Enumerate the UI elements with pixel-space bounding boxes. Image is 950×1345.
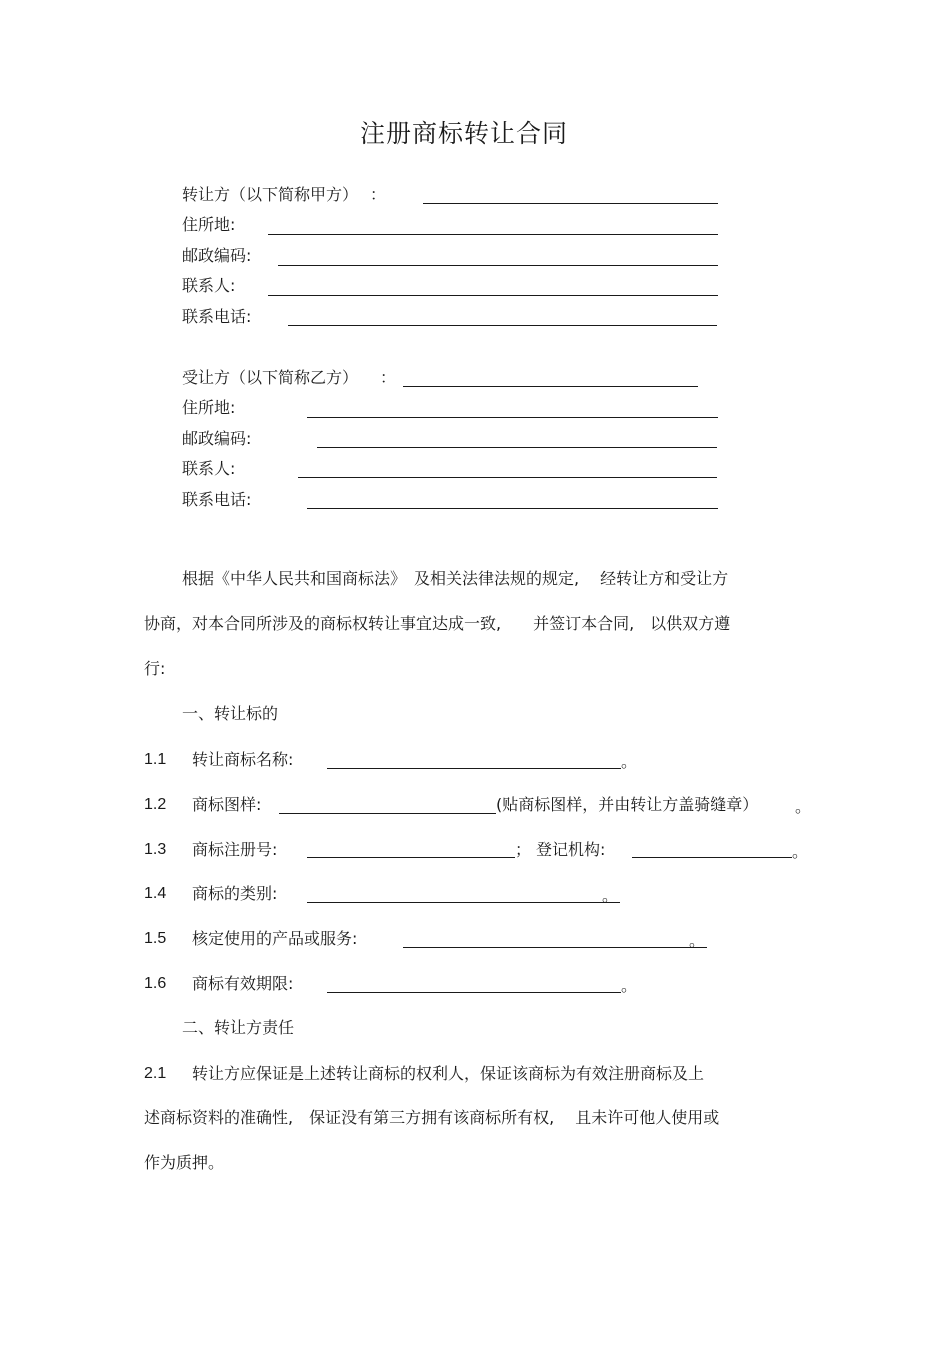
item-label: 商标注册号: [192, 840, 278, 859]
validity-period-line[interactable] [327, 992, 621, 993]
item-end-mark: 。 [792, 842, 809, 861]
transferee-phone-label: 联系电话: [182, 490, 252, 509]
registration-authority-line[interactable] [632, 857, 792, 858]
clause-line-3: 作为质押。 [144, 1153, 225, 1172]
transferee-heading: 受让方（以下简称乙方） [182, 368, 359, 387]
transferor-address-line[interactable] [268, 234, 718, 235]
item-end-mark: 。 [689, 931, 706, 950]
preamble-line-3: 行: [144, 659, 166, 678]
transferee-postcode-line[interactable] [317, 447, 717, 448]
transferee-colon: ： [380, 368, 397, 387]
transferee-name-line[interactable] [403, 386, 698, 387]
item-label: 核定使用的产品或服务: [192, 929, 358, 948]
transferor-address-label: 住所地: [182, 215, 236, 234]
section-1-heading: 一、转让标的 [182, 704, 279, 723]
clause-number: 2.1 [144, 1065, 167, 1082]
transferor-heading: 转让方（以下简称甲方） [182, 185, 359, 204]
transferee-postcode-label: 邮政编码: [182, 429, 252, 448]
item-separator: ； [515, 840, 532, 859]
transferor-postcode-label: 邮政编码: [182, 246, 252, 265]
item-number: 1.6 [144, 975, 167, 992]
approved-products-line[interactable] [403, 947, 707, 948]
transferor-phone-label: 联系电话: [182, 307, 252, 326]
preamble-line-2: 协商，对本合同所涉及的商标权转让事宜达成一致, 并签订本合同, 以供双方遵 [144, 614, 731, 633]
item-note: (贴商标图样，并由转让方盖骑缝章） [496, 795, 759, 814]
clause-line-1: 转让方应保证是上述转让商标的权利人，保证该商标为有效注册商标及上 [192, 1064, 705, 1083]
document-title: 注册商标转让合同 [360, 119, 569, 148]
transferee-address-line[interactable] [307, 417, 718, 418]
trademark-image-line[interactable] [279, 813, 496, 814]
item-label: 转让商标名称: [192, 750, 294, 769]
item-end-mark: 。 [621, 976, 638, 995]
trademark-class-line[interactable] [307, 902, 620, 903]
item-label-2: 登记机构: [536, 840, 606, 859]
transferee-contact-line[interactable] [298, 477, 717, 478]
transferee-address-label: 住所地: [182, 398, 236, 417]
transferee-contact-label: 联系人: [182, 459, 236, 478]
item-end-mark: 。 [602, 886, 619, 905]
transferor-phone-line[interactable] [288, 325, 717, 326]
transferor-contact-label: 联系人: [182, 276, 236, 295]
item-number: 1.1 [144, 751, 167, 768]
item-number: 1.2 [144, 796, 167, 813]
transferor-name-line[interactable] [423, 203, 718, 204]
item-label: 商标图样: [192, 795, 262, 814]
item-label: 商标的类别: [192, 884, 278, 903]
transferor-colon: ： [370, 185, 387, 204]
item-number: 1.4 [144, 885, 167, 902]
registration-number-line[interactable] [307, 857, 515, 858]
transferor-postcode-line[interactable] [278, 265, 718, 266]
item-end-mark: 。 [621, 752, 638, 771]
trademark-name-line[interactable] [327, 768, 621, 769]
item-label: 商标有效期限: [192, 974, 294, 993]
clause-line-2: 述商标资料的准确性, 保证没有第三方拥有该商标所有权, 且未许可他人使用或 [144, 1108, 720, 1127]
transferee-phone-line[interactable] [307, 508, 718, 509]
item-number: 1.3 [144, 841, 167, 858]
preamble-line-1: 根据《中华人民共和国商标法》 及相关法律法规的规定, 经转让方和受让方 [182, 569, 729, 588]
transferor-contact-line[interactable] [268, 295, 718, 296]
item-end-mark: 。 [795, 797, 812, 816]
section-2-heading: 二、转让方责任 [182, 1018, 295, 1037]
item-number: 1.5 [144, 930, 167, 947]
